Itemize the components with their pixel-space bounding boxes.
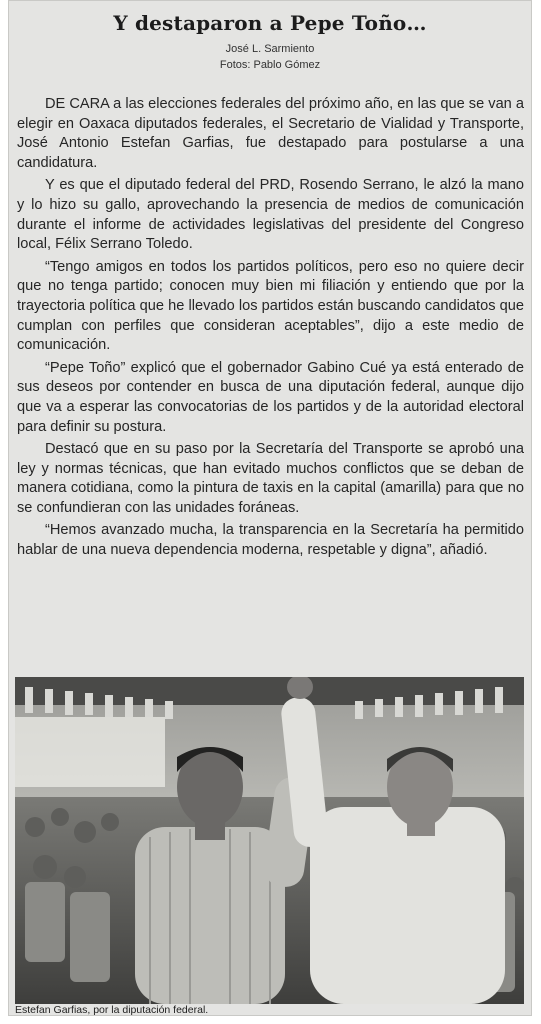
paragraph: “Hemos avanzado mucha, la transparencia en la Secretaría ha permitido hablar de una nueva dependencia moderna, respetable y digna”, añadió. (17, 522, 524, 559)
article-photo (15, 677, 524, 1004)
photo-caption: Estefan Garfias, por la diputación federal. (15, 1004, 209, 1016)
photo-illustration (15, 677, 524, 1004)
paragraph: “Tengo amigos en todos los partidos políticos, pero eso no quiere decir que no tenga partido; conocen muy bien mi filiación y entiendo que por la trayectoria política que he llevado los partidos están buscando candidatos que cumplan con perfiles que consideran aceptables”, dijo a este medio de comunicación. (17, 258, 524, 354)
photo-credit: Fotos: Pablo Gómez (219, 59, 321, 71)
article-body (17, 95, 524, 564)
paragraph: DE CARA a las elecciones federales del próximo año, en las que se van a elegir en Oaxaca diputados federales, el Secretario de Vialidad y Transporte, José Antonio Estefan Garfias, fue destapado para postularse a una candidatura. (17, 96, 524, 171)
article-box (8, 0, 532, 1016)
article-headline: Y destaparon a Pepe Toño… (113, 11, 427, 35)
paragraph: Y es que el diputado federal del PRD, Rosendo Serrano, le alzó la mano y lo hizo su gallo, aprovechando la presencia de medios de comunicación durante el informe de actividades legislativas del presidente del Congreso local, Félix Serrano Toledo. (17, 177, 524, 253)
paragraph: “Pepe Toño” explicó que el gobernador Gabino Cué ya está enterado de sus deseos por contender en busca de una diputación federal, aunque dijo que va a esperar las convocatorias de los partidos y de la autoridad electoral para definir su postura. (17, 359, 524, 435)
paragraph: Destacó que en su paso por la Secretaría del Transporte se aprobó una ley y normas técnicas, que han evitado muchos conflictos que se deban de manera cotidiana, como la pintura de taxis en la capital (amarilla) para que no se confundieran con las unidades foráneas. (17, 441, 524, 516)
author-byline: José L. Sarmiento (225, 43, 315, 55)
